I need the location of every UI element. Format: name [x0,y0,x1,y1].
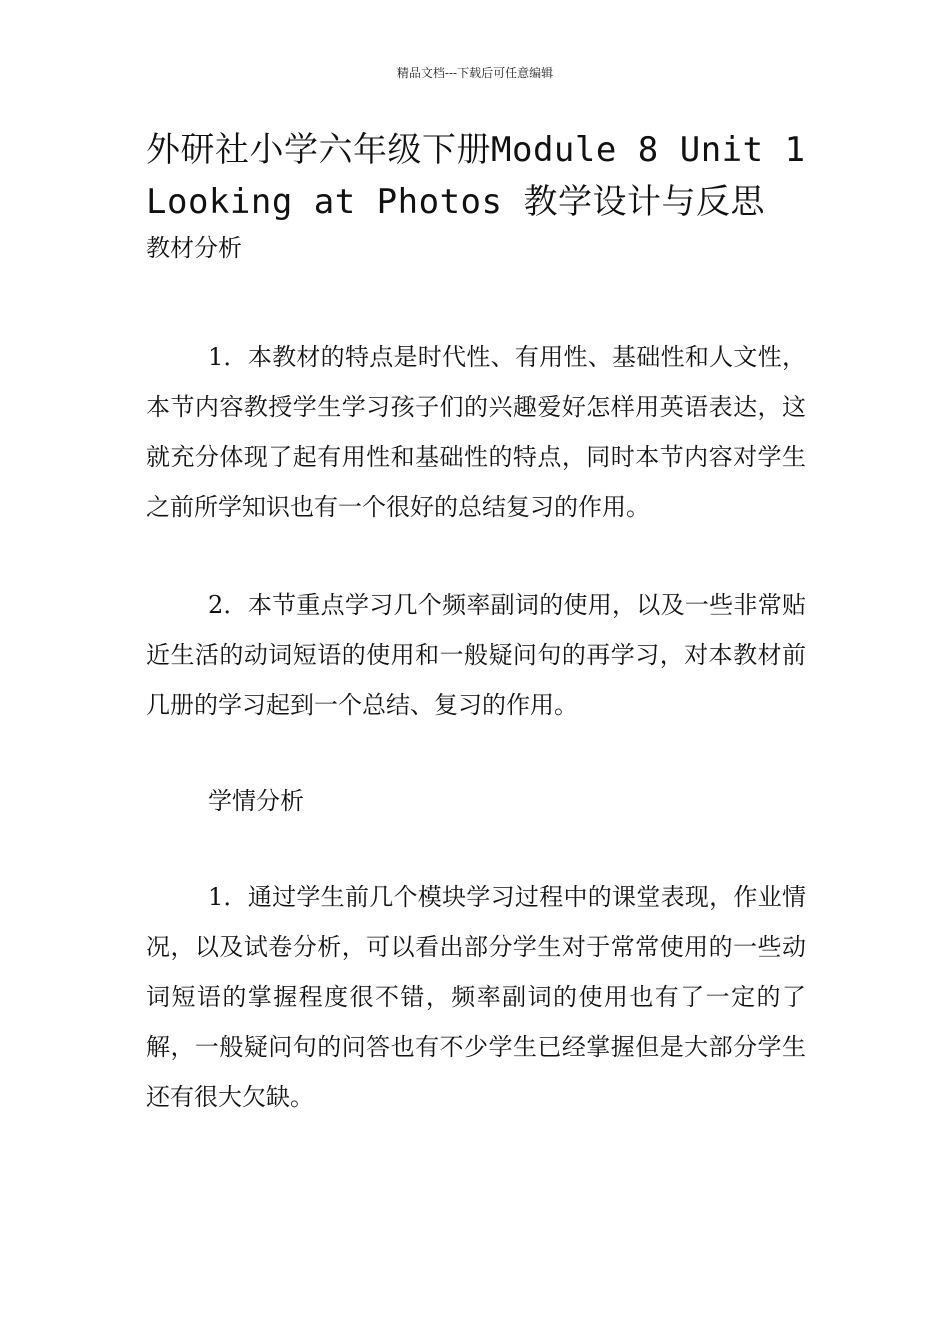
section-heading-textbook-analysis: 教材分析 [146,234,242,262]
document-title: 外研社小学六年级下册Module 8 Unit 1 Looking at Photos 教学设计与反思 [146,130,806,222]
section-heading-learner-analysis: 学情分析 [208,787,304,815]
paragraph-learner-1: 1．通过学生前几个模块学习过程中的课堂表现，作业情况，以及试卷分析，可以看出部分学生对于常常使用的一些动词短语的掌握程度很不错，频率副词的使用也有了一定的了解，一般疑问句的问答也有不少学生已经掌握但是大部分学生还有很大欠缺。 [146,883,806,1111]
header-note: 精品文档---下载后可任意编辑 [396,66,554,80]
document-body [146,124,806,1122]
spacer [146,730,806,776]
spacer [146,826,806,872]
paragraph-textbook-1: 1．本教材的特点是时代性、有用性、基础性和人文性，本节内容教授学生学习孩子们的兴趣爱好怎样用英语表达，这就充分体现了起有用性和基础性的特点，同时本节内容对学生之前所学知识也有一个很好的总结复习的作用。 [146,343,806,521]
paragraph-textbook-2: 2．本节重点学习几个频率副词的使用，以及一些非常贴近生活的动词短语的使用和一般疑问句的再学习，对本教材前几册的学习起到一个总结、复习的作用。 [146,591,806,719]
spacer [146,532,806,580]
spacer [146,268,806,332]
